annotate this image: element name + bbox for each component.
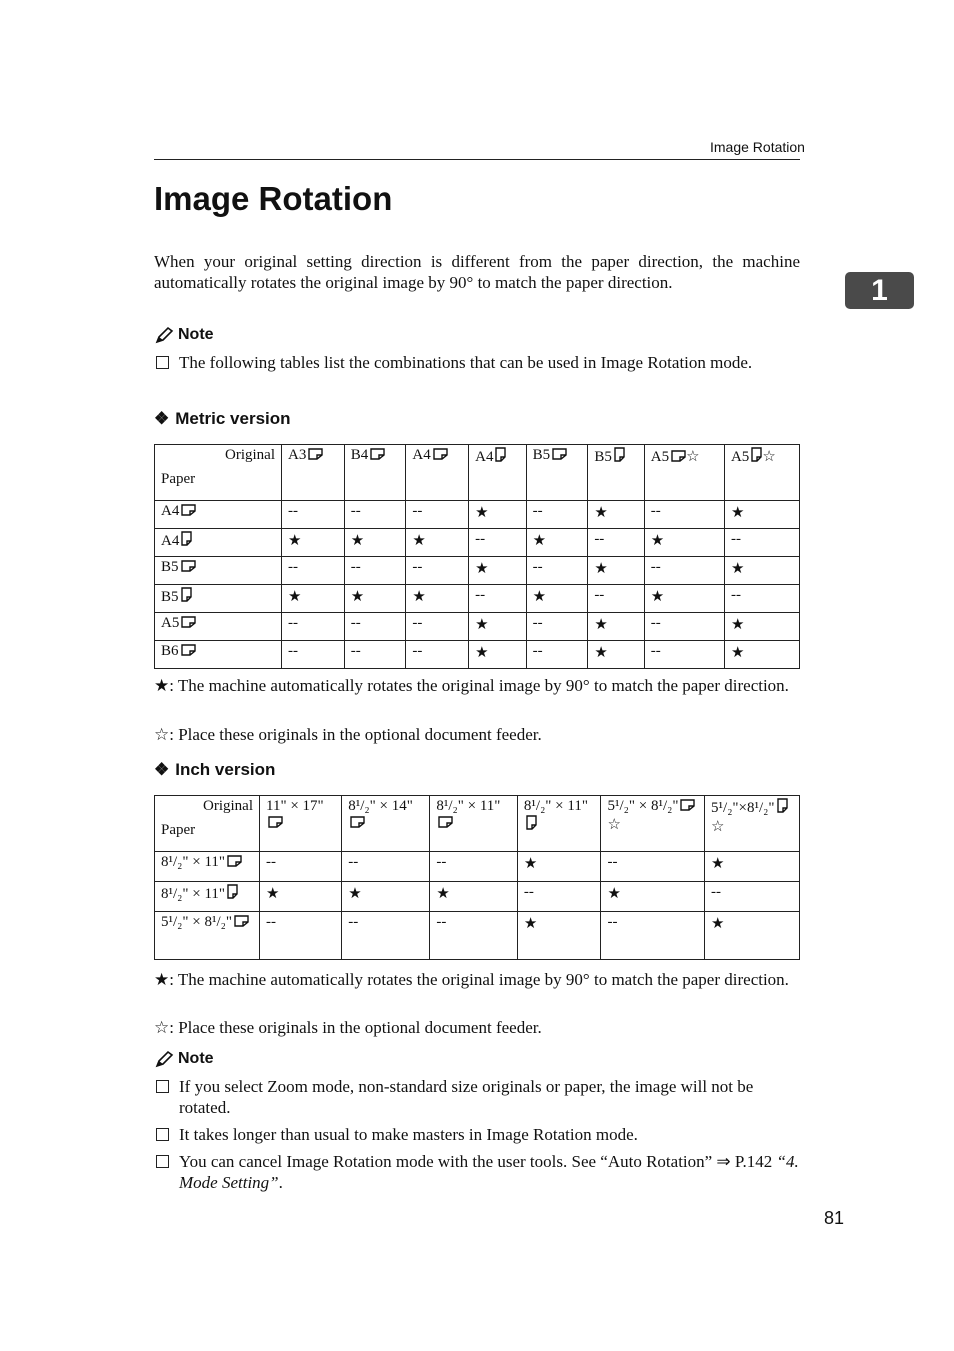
star-cell: ★ [724,557,799,585]
empty-cell: -- [469,585,527,613]
checkbox-bullet-icon [156,356,169,369]
empty-cell: -- [644,613,724,641]
checkbox-bullet-icon [156,1080,169,1093]
note-item: If you select Zoom mode, non-standard size originals or paper, the image will not be rotated. [154,1076,800,1118]
landscape-orientation-icon [181,504,196,516]
corner-cell [155,796,260,852]
landscape-orientation-icon [181,616,196,628]
empty-cell: -- [644,501,724,529]
note-heading-2 [154,1050,214,1068]
star-cell: ★ [644,585,724,613]
table-row [155,882,800,912]
empty-cell: -- [406,641,469,669]
star-cell: ★ [469,557,527,585]
note-item: You can cancel Image Rotation mode with the user tools. See “Auto Rotation” ⇒ P.142 “4. Mode Setting”. [154,1151,800,1193]
page-number: 81 [824,1208,845,1228]
portrait-orientation-icon [751,447,762,462]
star-cell: ★ [588,557,644,585]
inch-heading: ❖ Inch version [154,760,276,779]
page-title: Image Rotation [154,180,393,217]
portrait-orientation-icon [495,447,506,462]
table-row [155,852,800,882]
empty-cell: -- [282,501,345,529]
landscape-orientation-icon [552,448,567,460]
star-cell: ★ [724,613,799,641]
diamond-icon: ❖ [154,760,170,779]
checkbox-bullet-icon [156,1155,169,1168]
landscape-orientation-icon [181,644,196,656]
column-header: B5 [526,445,588,501]
column-header: A3 [282,445,345,501]
column-header: A4 [469,445,527,501]
metric-table [154,444,800,669]
row-label: A5 [155,613,282,641]
star-cell: ★ [588,613,644,641]
empty-cell: -- [344,557,406,585]
star-cell: ★ [588,641,644,669]
table-row [155,585,800,613]
metric-legend-outline: ☆: Place these originals in the optional document feeder. [154,725,542,744]
table-header-row [155,796,800,852]
empty-cell: -- [342,912,430,960]
star-cell: ★ [342,882,430,912]
empty-cell: -- [526,501,588,529]
column-header: 11" × 17" [260,796,342,852]
empty-cell: -- [588,529,644,557]
row-label: B5 [155,557,282,585]
note-heading [154,326,214,344]
portrait-orientation-icon [181,531,192,546]
star-cell: ★ [469,641,527,669]
note-item: The following tables list the combinations that can be used in Image Rotation mode. [154,352,800,373]
column-header: 8¹/₂" × 14" [342,796,430,852]
metric-heading: ❖ Metric version [154,409,291,428]
row-label: 8¹/₂" × 11" [155,882,260,912]
empty-cell: -- [282,613,345,641]
row-label: A4 [155,529,282,557]
portrait-orientation-icon [614,447,625,462]
inch-legend-outline: ☆: Place these originals in the optional document feeder. [154,1018,542,1037]
star-cell: ★ [724,501,799,529]
empty-cell: -- [406,557,469,585]
star-cell: ★ [430,882,518,912]
empty-cell: -- [526,613,588,641]
table-row [155,912,800,960]
empty-cell: -- [644,641,724,669]
star-cell: ★ [469,613,527,641]
note-item: It takes longer than usual to make masters in Image Rotation mode. [154,1124,800,1145]
row-label: B5 [155,585,282,613]
column-header: B5 [588,445,644,501]
landscape-orientation-icon [370,448,385,460]
empty-cell: -- [344,613,406,641]
column-header: A5 ☆ [724,445,799,501]
star-cell: ★ [724,641,799,669]
empty-cell: -- [601,852,705,882]
star-cell: ★ [517,912,601,960]
metric-legend-star: ★: The machine automatically rotates the original image by 90° to match the paper direction. [154,676,789,695]
empty-cell: -- [260,912,342,960]
table-header-row [155,445,800,501]
star-cell: ★ [344,585,406,613]
row-label: 5¹/₂" × 8¹/₂" [155,912,260,960]
star-cell: ★ [406,585,469,613]
empty-cell: -- [526,641,588,669]
inch-legend-star: ★: The machine automatically rotates the original image by 90° to match the paper direction. [154,970,789,989]
star-cell: ★ [344,529,406,557]
table-row [155,641,800,669]
empty-cell: -- [282,641,345,669]
portrait-orientation-icon [777,798,788,813]
star-cell: ★ [282,529,345,557]
landscape-orientation-icon [181,560,196,572]
landscape-orientation-icon [671,450,686,462]
star-cell: ★ [260,882,342,912]
column-header: 8¹/₂" × 11" [430,796,518,852]
empty-cell: -- [342,852,430,882]
landscape-orientation-icon [433,448,448,460]
star-cell: ★ [588,501,644,529]
empty-cell: -- [724,585,799,613]
empty-cell: -- [406,501,469,529]
landscape-orientation-icon [227,855,242,867]
empty-cell: -- [644,557,724,585]
running-head: Image Rotation [710,139,805,155]
header-rule [154,159,800,160]
diamond-icon: ❖ [154,409,170,428]
star-cell: ★ [705,912,800,960]
outline-star-icon: ☆ [686,449,700,465]
empty-cell: -- [588,585,644,613]
star-cell: ★ [526,585,588,613]
paper-label: Paper [161,471,196,487]
table-row [155,613,800,641]
star-cell: ★ [282,585,345,613]
empty-cell: -- [601,912,705,960]
landscape-orientation-icon [680,799,695,811]
landscape-orientation-icon [350,816,365,828]
star-cell: ★ [469,501,527,529]
corner-cell [155,445,282,501]
star-cell: ★ [644,529,724,557]
empty-cell: -- [724,529,799,557]
empty-cell: -- [344,501,406,529]
landscape-orientation-icon [438,816,453,828]
original-label: Original [203,798,253,814]
portrait-orientation-icon [181,587,192,602]
empty-cell: -- [406,613,469,641]
note-label: Note [178,1050,214,1067]
checkbox-bullet-icon [156,1128,169,1141]
landscape-orientation-icon [234,915,249,927]
pencil-icon [154,326,174,344]
table-row [155,501,800,529]
star-cell: ★ [601,882,705,912]
star-cell: ★ [406,529,469,557]
star-cell: ★ [526,529,588,557]
row-label: 8¹/₂" × 11" [155,852,260,882]
star-cell: ★ [705,852,800,882]
empty-cell: -- [517,882,601,912]
original-label: Original [225,447,275,463]
intro-paragraph: When your original setting direction is different from the paper direction, the machine automatically rotates the original image by 90° to match the paper direction. [154,252,800,292]
pencil-icon [154,1050,174,1068]
column-header: 5¹/₂" × 8¹/₂"☆ [601,796,705,852]
chapter-tab: 1 [845,272,914,309]
column-header: B4 [344,445,406,501]
inch-table [154,795,800,960]
row-label: B6 [155,641,282,669]
row-label: A4 [155,501,282,529]
outline-star-icon: ☆ [762,449,776,465]
portrait-orientation-icon [526,815,537,830]
column-header: 8¹/₂" × 11" [517,796,601,852]
empty-cell: -- [344,641,406,669]
paper-label: Paper [161,822,196,838]
outline-star-icon: ☆ [607,817,621,833]
empty-cell: -- [430,912,518,960]
note-label: Note [178,326,214,343]
column-header: A4 [406,445,469,501]
star-cell: ★ [517,852,601,882]
portrait-orientation-icon [227,884,238,899]
empty-cell: -- [282,557,345,585]
column-header: A5 ☆ [644,445,724,501]
column-header: 5¹/₂"×8¹/₂"☆ [705,796,800,852]
outline-star-icon: ☆ [711,819,725,835]
landscape-orientation-icon [268,816,283,828]
empty-cell: -- [526,557,588,585]
landscape-orientation-icon [308,448,323,460]
table-row [155,557,800,585]
empty-cell: -- [260,852,342,882]
empty-cell: -- [430,852,518,882]
empty-cell: -- [469,529,527,557]
empty-cell: -- [705,882,800,912]
table-row [155,529,800,557]
